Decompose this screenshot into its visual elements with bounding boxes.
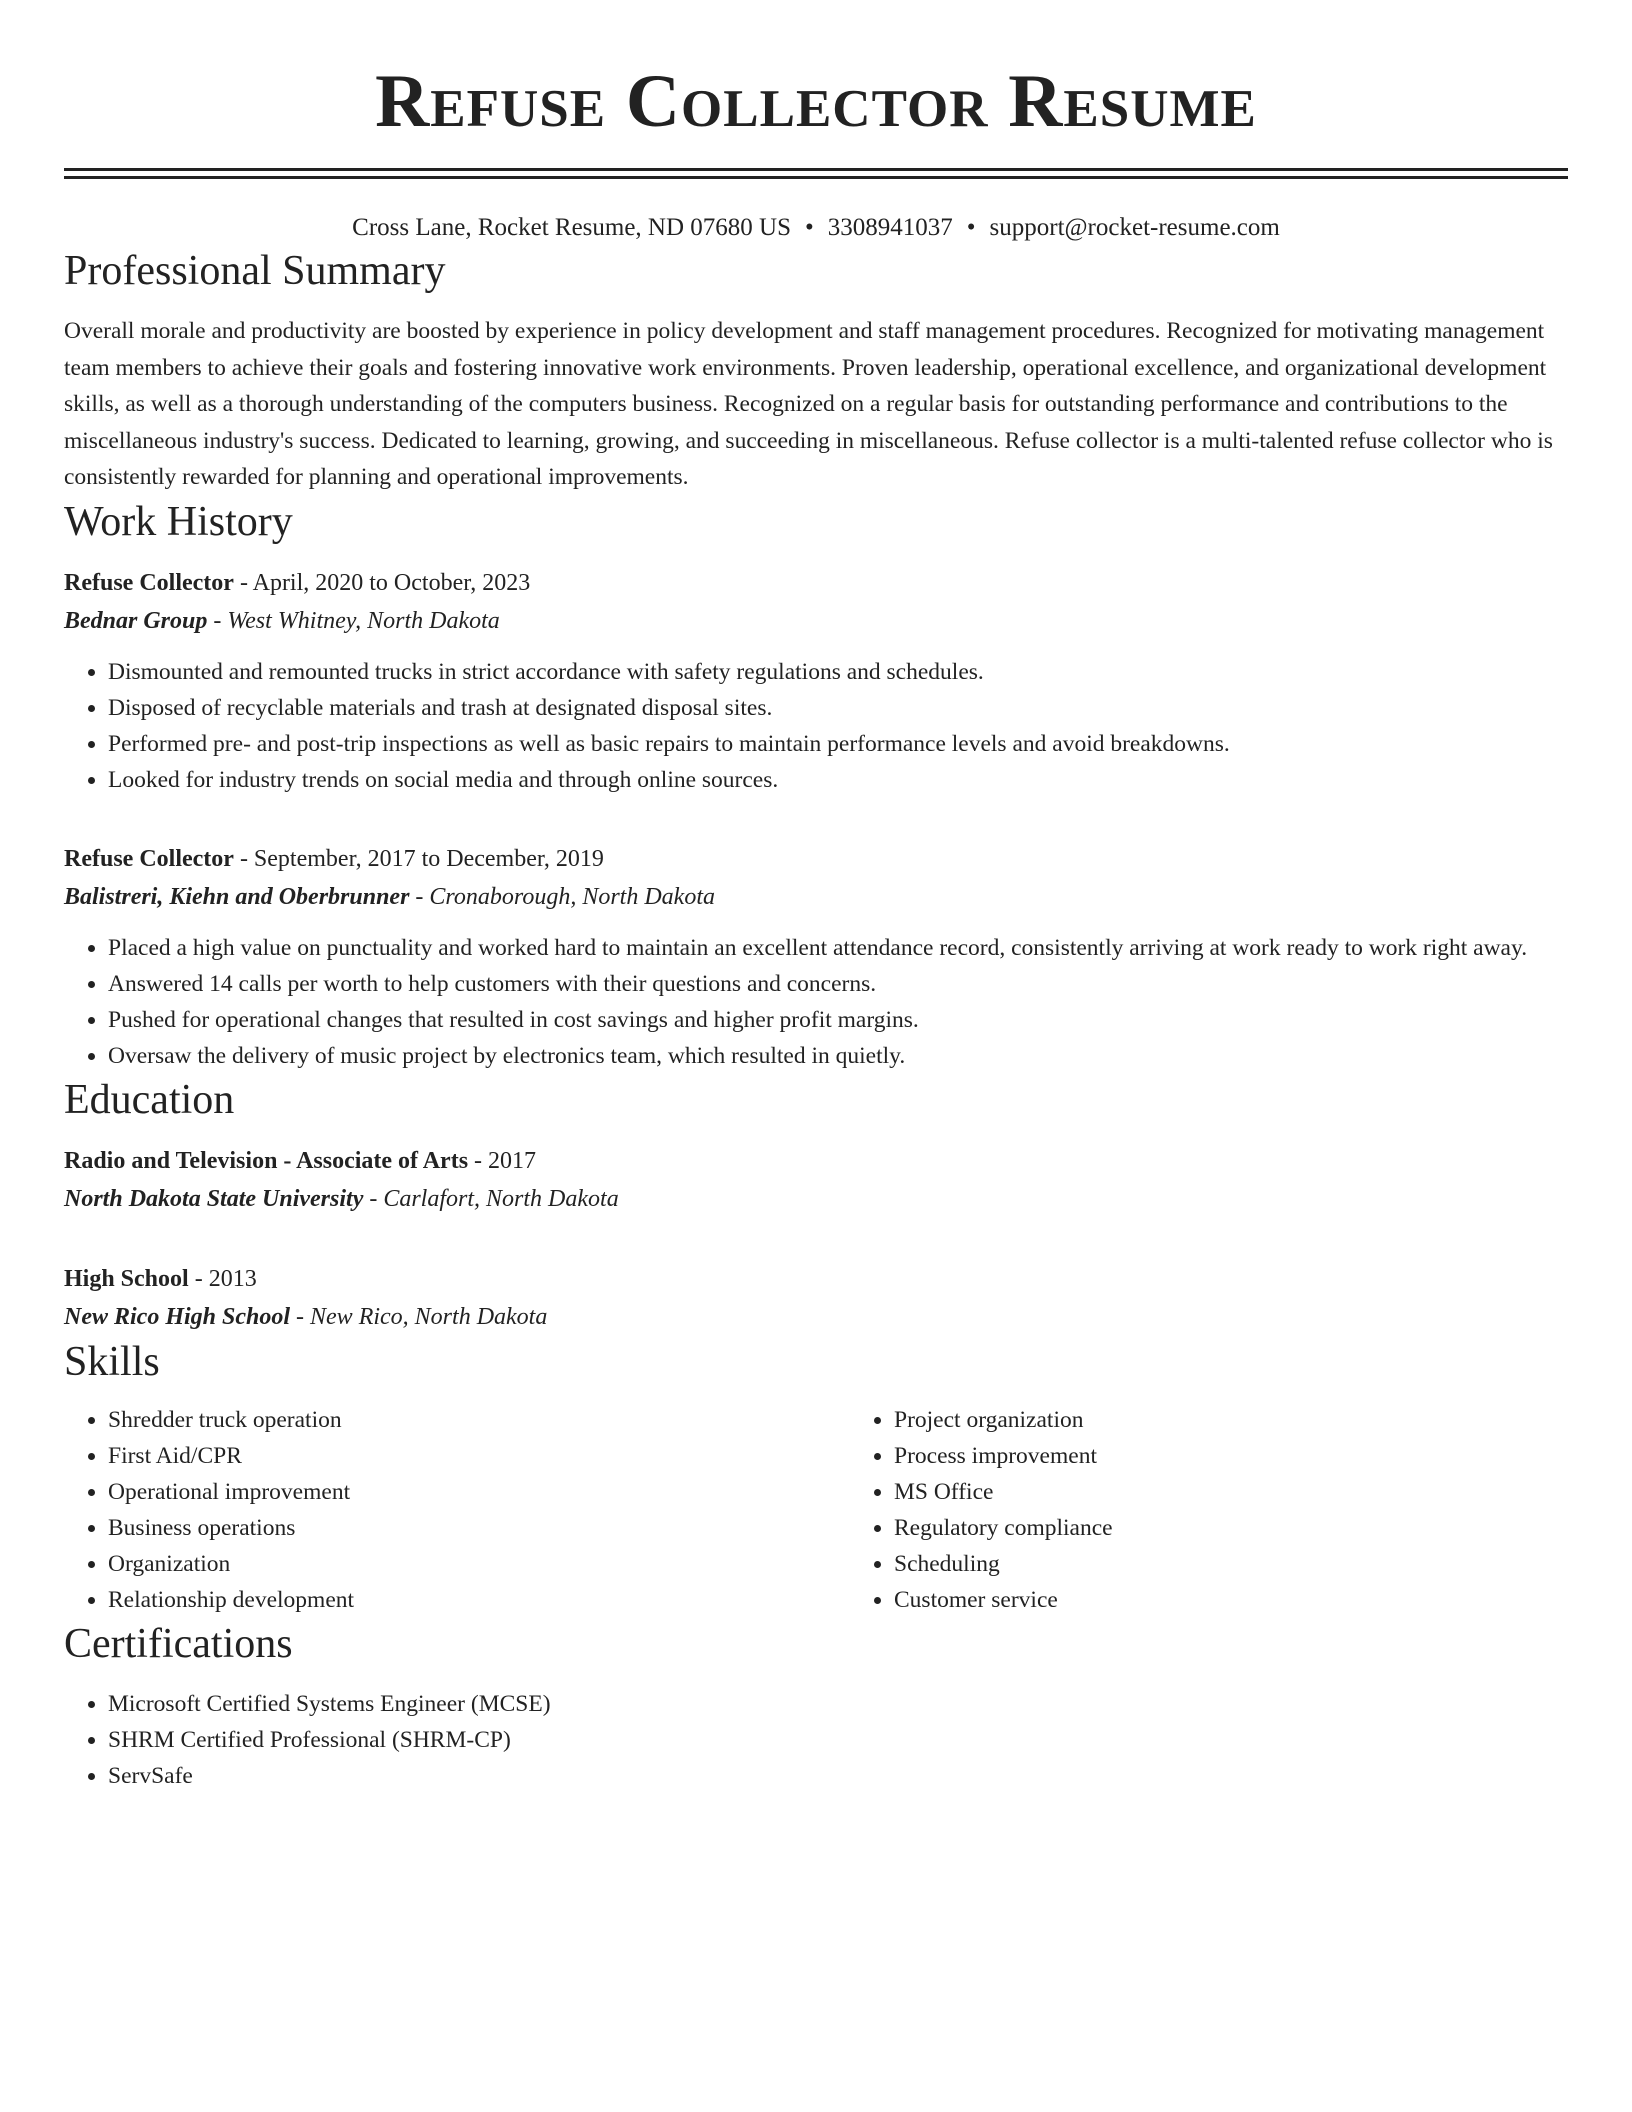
job-entry — [64, 840, 1568, 1074]
degree-year: - 2013 — [194, 1265, 257, 1292]
contact-line — [64, 211, 1568, 245]
education-entry — [64, 1260, 1568, 1336]
job-bullet: • Dismounted and remounted trucks in strict accordance with safety regulations and schedules. — [108, 654, 1568, 690]
job-location: - West Whitney, North Dakota — [213, 607, 500, 634]
summary-text: Overall morale and productivity are boosted by experience in policy development and staff management procedures. Recognized for motivating management team members to achieve their goals and fostering innovative work environments. Proven leadership, operational excellence, and organizational development skills, as well as a thorough understanding of the computers business. Recognized on a regular basis for outstanding performance and contributions to the miscellaneous industry's success. Dedicated to learning, growing, and succeeding in miscellaneous. Refuse collector is a multi-talented refuse collector who is consistently rewarded for planning and operational improvements. — [64, 318, 1553, 490]
skill-item: • Shredder truck operation — [108, 1402, 850, 1438]
contact-address: Cross Lane, Rocket Resume, ND 07680 US — [352, 214, 791, 241]
degree-year: - 2017 — [474, 1147, 537, 1174]
skill-item: • Operational improvement — [108, 1474, 850, 1510]
contact-phone: 3308941037 — [827, 214, 953, 241]
contact-separator: • — [966, 214, 976, 241]
contact-email: support@rocket-resume.com — [989, 214, 1280, 241]
school-name: New Rico High School — [64, 1303, 291, 1330]
job-company: Balistreri, Kiehn and Oberbrunner — [64, 883, 410, 910]
school-line — [64, 1180, 1568, 1218]
job-title: Refuse Collector — [64, 845, 234, 872]
skill-item: • Regulatory compliance — [894, 1510, 1568, 1546]
school-line — [64, 1298, 1568, 1336]
school-location: - Carlafort, North Dakota — [369, 1185, 619, 1212]
skill-item: • Project organization — [894, 1402, 1568, 1438]
skills-columns — [64, 1402, 1568, 1618]
skill-item: • MS Office — [894, 1474, 1568, 1510]
job-dates: - September, 2017 to December, 2019 — [239, 845, 604, 872]
skills-heading: Skills — [64, 1338, 160, 1385]
resume-title: Refuse Collector Resume — [375, 60, 1257, 143]
school-location: - New Rico, North Dakota — [296, 1303, 548, 1330]
certification-item: • Microsoft Certified Systems Engineer (MCSE) — [108, 1686, 1568, 1722]
job-bullet: • Oversaw the delivery of music project by electronics team, which resulted in quietly. — [108, 1038, 1568, 1074]
job-company: Bednar Group — [64, 607, 208, 634]
skill-item: • Scheduling — [894, 1546, 1568, 1582]
job-title-line — [64, 564, 1568, 602]
certifications-list — [64, 1686, 1568, 1794]
skill-item: • Relationship development — [108, 1582, 850, 1618]
skill-item: • Process improvement — [894, 1438, 1568, 1474]
degree-line — [64, 1142, 1568, 1180]
degree-name: High School — [64, 1265, 189, 1292]
job-bullets — [64, 930, 1568, 1074]
education-entry — [64, 1142, 1568, 1218]
job-bullet: • Pushed for operational changes that resulted in cost savings and higher profit margins. — [108, 1002, 1568, 1038]
job-dates: - April, 2020 to October, 2023 — [239, 569, 531, 596]
job-bullet: • Placed a high value on punctuality and worked hard to maintain an excellent attendance record, consistently arriving at work ready to work right away. — [108, 930, 1568, 966]
degree-line — [64, 1260, 1568, 1298]
job-bullets — [64, 654, 1568, 798]
job-bullet: • Disposed of recyclable materials and trash at designated disposal sites. — [108, 690, 1568, 726]
summary-heading: Professional Summary — [64, 248, 446, 294]
degree-name: Radio and Television - Associate of Arts — [64, 1147, 469, 1174]
skill-item: • First Aid/CPR — [108, 1438, 850, 1474]
job-entry — [64, 564, 1568, 798]
certification-item: • ServSafe — [108, 1758, 1568, 1794]
job-bullet: • Looked for industry trends on social media and through online sources. — [108, 762, 1568, 798]
certifications-heading: Certifications — [64, 1620, 293, 1667]
job-company-line — [64, 878, 1568, 916]
job-company-line — [64, 602, 1568, 640]
title-double-rule — [64, 168, 1568, 179]
job-title-line — [64, 840, 1568, 878]
skill-item: • Customer service — [894, 1582, 1568, 1618]
skill-item: • Business operations — [108, 1510, 850, 1546]
education-heading: Education — [64, 1076, 235, 1123]
job-bullet: • Answered 14 calls per worth to help customers with their questions and concerns. — [108, 966, 1568, 1002]
certification-item: • SHRM Certified Professional (SHRM-CP) — [108, 1722, 1568, 1758]
work-history-heading: Work History — [64, 498, 293, 545]
job-bullet: • Performed pre- and post-trip inspections as well as basic repairs to maintain performance levels and avoid breakdowns. — [108, 726, 1568, 762]
skill-item: • Organization — [108, 1546, 850, 1582]
skills-list-left — [64, 1402, 850, 1618]
job-title: Refuse Collector — [64, 569, 234, 596]
job-location: - Cronaborough, North Dakota — [415, 883, 715, 910]
school-name: North Dakota State University — [64, 1185, 364, 1212]
contact-separator: • — [805, 214, 814, 241]
skills-list-right — [850, 1402, 1568, 1618]
